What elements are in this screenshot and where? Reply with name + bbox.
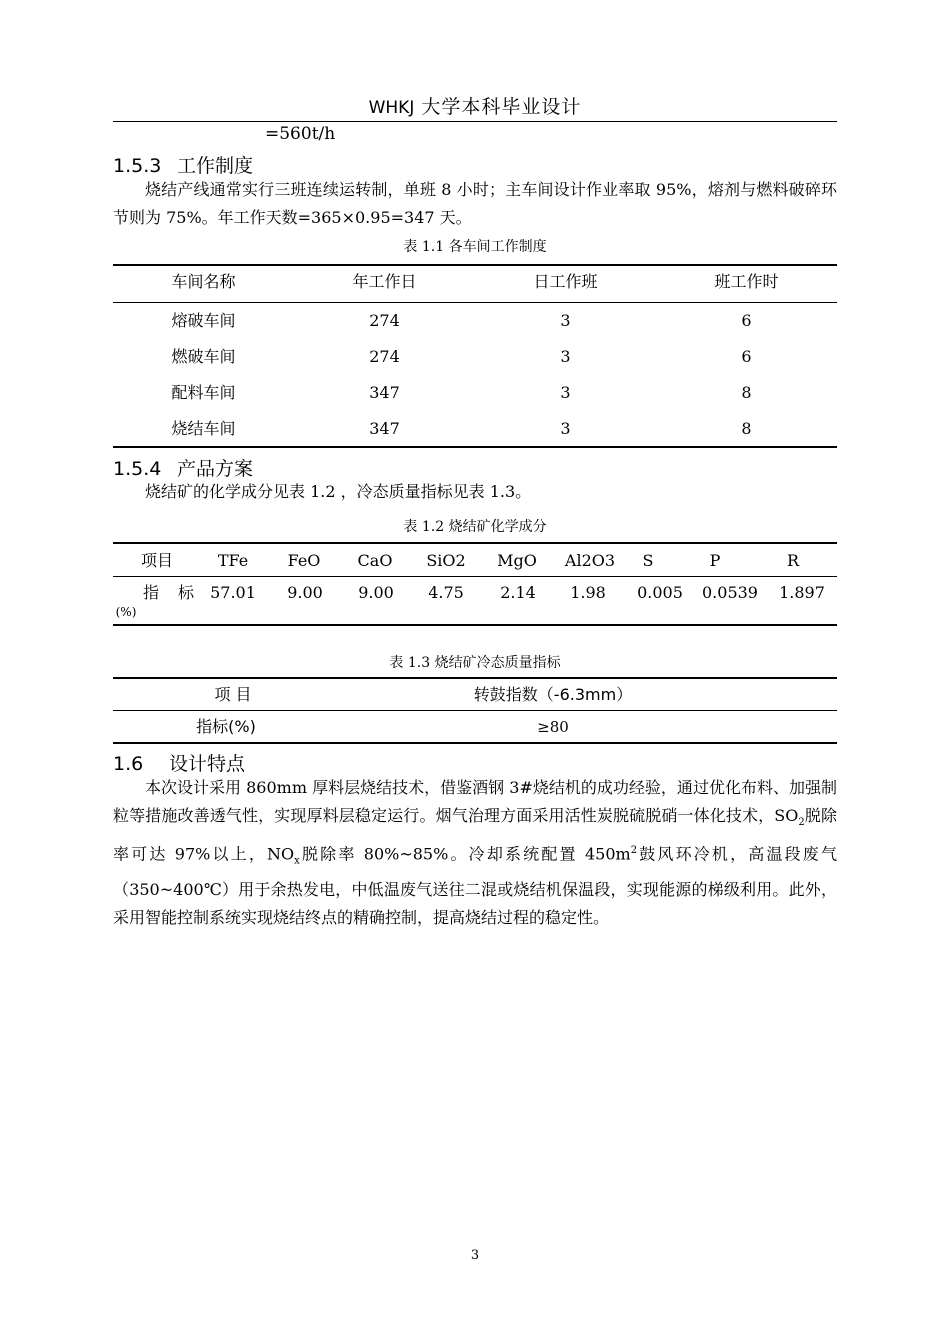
table-2-cell: 2.14 — [500, 583, 536, 602]
section-title: 产品方案 — [177, 458, 254, 480]
table-2-row-unit: (%) — [115, 605, 137, 619]
table-3-header: 转鼓指数（-6.3mm） — [473, 685, 633, 704]
table-2-cell: 9.00 — [358, 583, 394, 602]
table-2-header: 项目 — [140, 551, 173, 570]
table-2-header: P — [709, 551, 721, 570]
table-2-header: SiO2 — [426, 551, 466, 570]
table-1-cell: 6 — [741, 347, 752, 366]
header-latin: WHKJ — [368, 98, 415, 118]
table-2-header: S — [642, 551, 654, 570]
table-2-cell: 0.0539 — [702, 583, 758, 602]
table-1-cell: 6 — [741, 311, 752, 330]
table-1-header-rule — [113, 302, 837, 303]
header-title: 大学本科毕业设计 — [421, 96, 582, 118]
paragraph-work-system: 烧结产线通常实行三班连续运转制，单班 8 小时；主车间设计作业率取 95%，熔剂与燃料破碎环节则为 75%。年工作天数=365×0.95=347 天。 — [113, 180, 837, 227]
table-3-top-rule — [113, 677, 837, 679]
paragraph-design-features — [113, 774, 837, 932]
table-2-cell: 1.98 — [570, 583, 606, 602]
section-number: 1.5.3 — [113, 155, 162, 177]
table-1-cell: 3 — [560, 383, 571, 402]
table-1-cell: 燃破车间 — [171, 347, 236, 366]
section-number: 1.6 — [113, 753, 144, 775]
table-1-header: 车间名称 — [171, 272, 236, 291]
section-title: 设计特点 — [169, 753, 246, 775]
table-1-cell: 3 — [560, 419, 571, 438]
section-heading-1-5-3 — [113, 151, 253, 178]
header-rule — [113, 121, 837, 122]
table-1-cell: 熔破车间 — [171, 311, 236, 330]
table-2-header: FeO — [287, 551, 321, 570]
table-2-cell: 57.01 — [210, 583, 256, 602]
page-header — [113, 92, 837, 119]
table-2-header-rule — [113, 576, 837, 577]
table-1-cell: 274 — [369, 311, 400, 330]
formula-line: =560t/h — [265, 124, 336, 144]
table-2-cell: 0.005 — [637, 583, 683, 602]
table-2-header: Al2O3 — [564, 551, 616, 570]
table-2-header: R — [786, 551, 800, 570]
table-1-caption: 表 1.1 各车间工作制度 — [403, 239, 547, 255]
table-1-cell: 274 — [369, 347, 400, 366]
table-3-cell: ≥80 — [537, 718, 569, 736]
table-3-caption: 表 1.3 烧结矿冷态质量指标 — [389, 655, 561, 671]
table-1-header: 年工作日 — [352, 272, 417, 291]
table-1-cell: 3 — [560, 347, 571, 366]
table-1-cell: 8 — [741, 419, 752, 438]
section-heading-1-6 — [113, 749, 245, 776]
table-2-cell: 4.75 — [428, 583, 464, 602]
table-2-cell: 1.897 — [779, 583, 825, 602]
table-2-bottom-rule — [113, 624, 837, 626]
superscript: 2 — [630, 845, 638, 857]
paragraph-text: 脱除率可达 97%以上，NO — [113, 806, 837, 864]
table-1-header: 日工作班 — [533, 272, 598, 291]
table-2-header: TFe — [217, 551, 249, 570]
table-3-header-rule — [113, 710, 837, 711]
table-2-top-rule — [113, 542, 837, 544]
table-1-bottom-rule — [113, 446, 837, 448]
section-number: 1.5.4 — [113, 458, 162, 480]
table-1-top-rule — [113, 264, 837, 266]
paragraph-product-plan: 烧结矿的化学成分见表 1.2 ，冷态质量指标见表 1.3。 — [145, 482, 532, 501]
table-2-header: CaO — [357, 551, 393, 570]
table-2-caption: 表 1.2 烧结矿化学成分 — [403, 519, 547, 535]
table-1-cell: 347 — [369, 383, 400, 402]
page-number: 3 — [470, 1248, 480, 1263]
table-1-cell: 347 — [369, 419, 400, 438]
table-1-cell: 3 — [560, 311, 571, 330]
table-1-header: 班工作时 — [714, 272, 779, 291]
table-2-row-label: 指 — [142, 583, 159, 602]
paragraph-text: 脱除率 80%~85%。冷却系统配置 450m — [299, 844, 631, 864]
table-2-cell: 9.00 — [287, 583, 323, 602]
table-3-bottom-rule — [113, 742, 837, 744]
paragraph-text: 本次设计采用 860mm 厚料层烧结技术，借鉴酒钢 3#烧结机的成功经验，通过优化布料、加强制粒等措施改善透气性，实现厚料层稳定运行。烟气治理方面采用活性炭脱硫脱硝一体化技术，SO — [113, 778, 837, 825]
table-1-cell: 8 — [741, 383, 752, 402]
table-3-header: 项 目 — [214, 685, 252, 704]
subscript: 2 — [798, 817, 805, 829]
table-2-row-label: 标 — [177, 583, 194, 602]
table-3-cell: 指标(%) — [196, 717, 256, 736]
subscript: x — [294, 855, 300, 867]
table-1-cell: 配料车间 — [171, 383, 236, 402]
paragraph-text: 鼓风环冷机，高温段废气（350~400℃）用于余热发电，中低温废气送往二混或烧结机保温段，实现能源的梯级利用。此外，采用智能控制系统实现烧结终点的精确控制，提高烧结过程的稳定性。 — [113, 844, 837, 927]
table-2-header: MgO — [497, 551, 537, 570]
table-1-cell: 烧结车间 — [171, 419, 236, 438]
section-title: 工作制度 — [177, 155, 254, 177]
section-heading-1-5-4 — [113, 454, 253, 481]
